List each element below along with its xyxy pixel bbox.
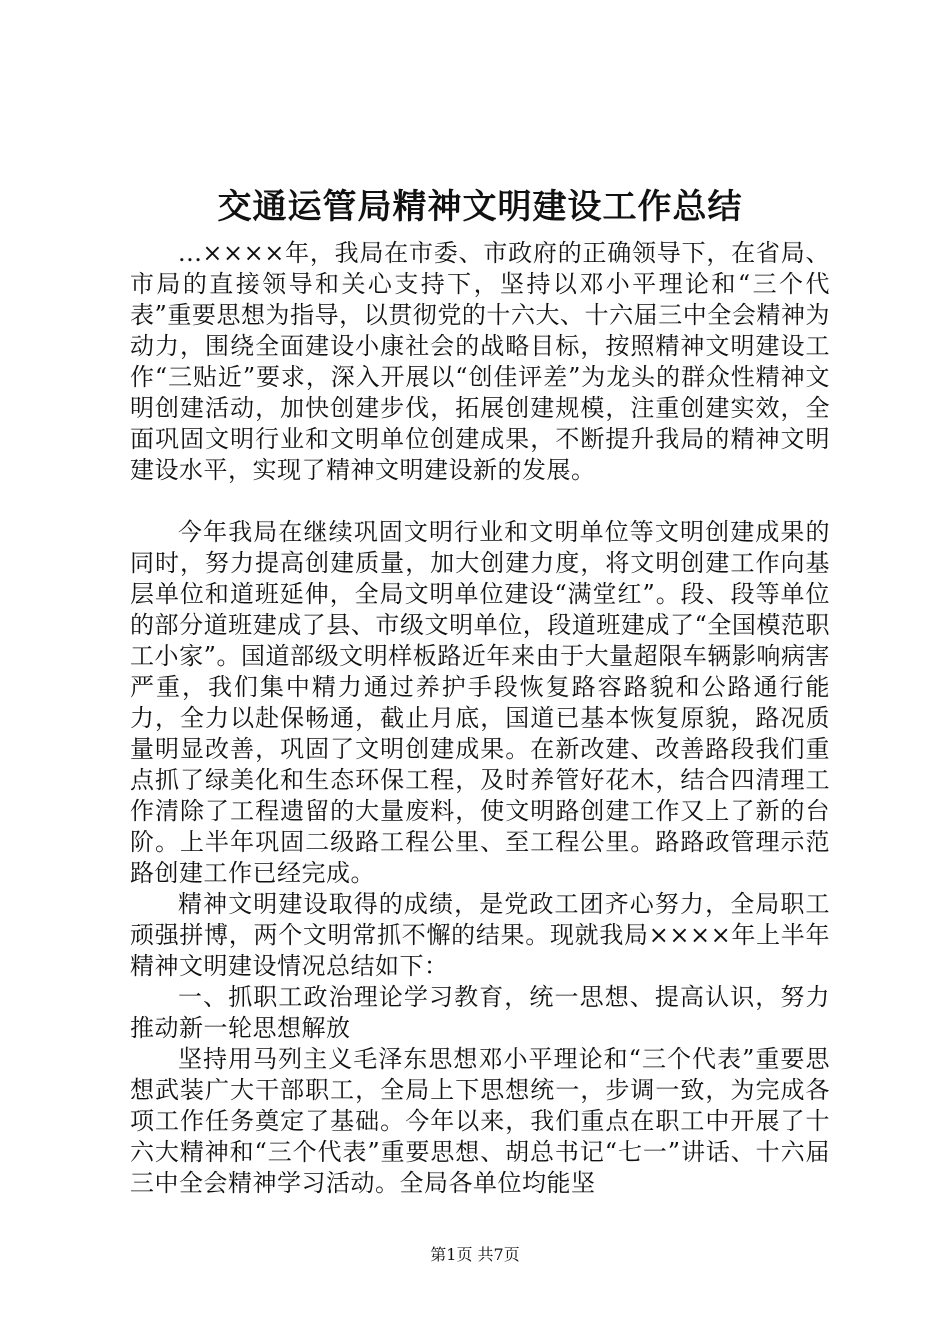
section-heading-1: 一、抓职工政治理论学习教育，统一思想、提高认识，努力推动新一轮思想解放 (130, 983, 830, 1042)
paragraph-intro: ...××××年，我局在市委、市政府的正确领导下，在省局、市局的直接领导和关心支持下，坚持以邓小平理论和“三个代表”重要思想为指导，以贯彻党的十六大、十六届三中全会精神为动力，围绕全面建设小康社会的战略目标，按照精神文明建设工作“三贴近”要求，深入开展以“创佳评差”为龙头的群众性精神文明创建活动，加快创建步伐，拓展创建规模，注重创建实效，全面巩固文明行业和文明单位创建成果，不断提升我局的精神文明建设水平，实现了精神文明建设新的发展。 (130, 239, 830, 484)
paragraph-section-1: 坚持用马列主义毛泽东思想邓小平理论和“三个代表”重要思想武装广大干部职工，全局上下思想统一，步调一致，为完成各项工作任务奠定了基础。今年以来，我们重点在职工中开展了十六大精神和“三个代表”重要思想、胡总书记“七一”讲话、十六届三中全会精神学习活动。全局各单位均能坚 (130, 1045, 830, 1197)
page-footer: 第1页 共7页 (430, 1245, 520, 1264)
paragraph-summary: 精神文明建设取得的成绩，是党政工团齐心努力，全局职工顽强拼博，两个文明常抓不懈的结果。现就我局××××年上半年精神文明建设情况总结如下： (130, 890, 830, 980)
document-title: 交通运管局精神文明建设工作总结 (217, 187, 743, 227)
paragraph-achievements: 今年我局在继续巩固文明行业和文明单位等文明创建成果的同时，努力提高创建质量，加大创建力度，将文明创建工作向基层单位和道班延伸，全局文明单位建设“满堂红”。段、段等单位的部分道班建成了县、市级文明单位，段道班建成了“全国模范职工小家”。国道部级文明样板路近年来由于大量超限车辆影响病害严重，我们集中精力通过养护手段恢复路容路貌和公路通行能力，全力以赴保畅通，截止月底，国道已基本恢复原貌，路况质量明显改善，巩固了文明创建成果。在新改建、改善路段我们重点抓了绿美化和生态环保工程，及时养管好花木，结合四清理工作清除了工程遗留的大量废料，使文明路创建工作又上了新的台阶。上半年巩固二级路工程公里、至工程公里。路路政管理示范路创建工作已经完成。 (130, 518, 830, 887)
document-body (130, 238, 830, 1199)
